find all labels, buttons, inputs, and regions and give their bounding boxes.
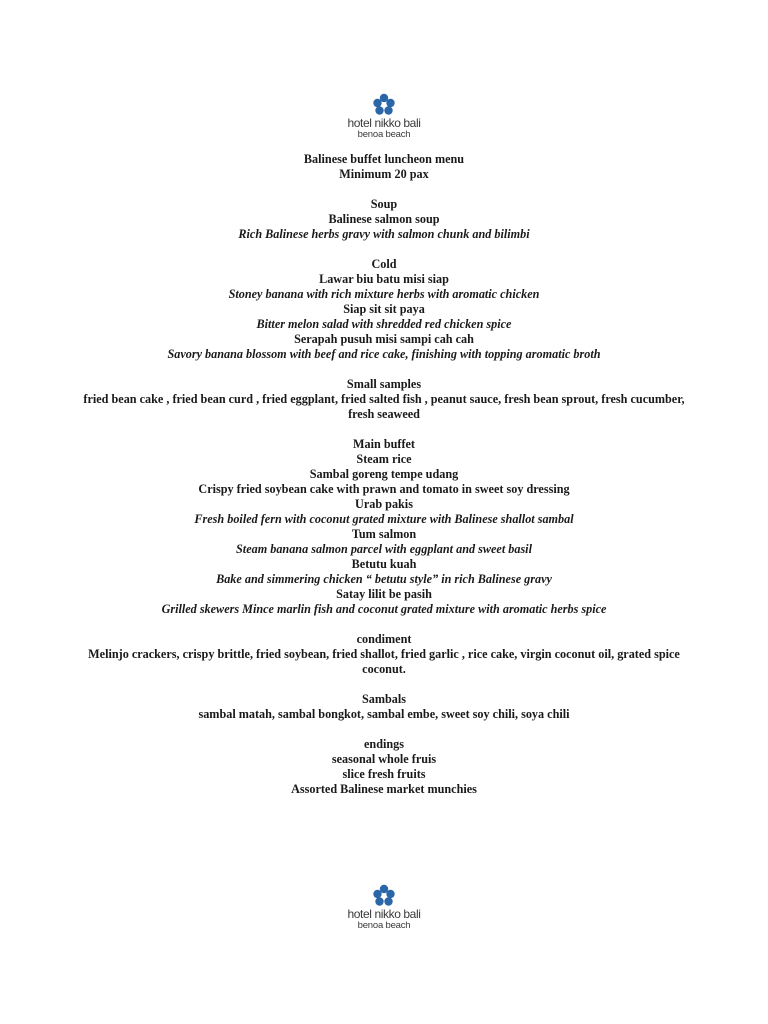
soup-heading: Soup xyxy=(370,197,398,211)
endings-item: slice fresh fruits xyxy=(342,767,426,781)
dish-description: Grilled skewers Mince marlin fish and coconut grated mixture with aromatic herbs spice xyxy=(161,602,607,616)
dish-description: Fresh boiled fern with coconut grated mixture with Balinese shallot sambal xyxy=(194,512,574,526)
menu-title: Balinese buffet luncheon menu xyxy=(303,152,465,166)
logo-name: hotel nikko bali xyxy=(347,907,421,921)
main-buffet-heading: Main buffet xyxy=(353,437,415,451)
hotel-logo-bottom xyxy=(0,884,768,931)
endings-heading: endings xyxy=(364,737,404,751)
logo-subtitle: benoa beach xyxy=(357,129,411,140)
sambals-list: sambal matah, sambal bongkot, sambal embe, sweet soy chili, soya chili xyxy=(198,707,570,721)
endings-item: Assorted Balinese market munchies xyxy=(291,782,477,796)
menu-body xyxy=(80,152,688,797)
dish-name: Serapah pusuh misi sampi cah cah xyxy=(294,332,474,346)
dish-name: Satay lilit be pasih xyxy=(336,587,432,601)
dish-description: Bitter melon salad with shredded red chicken spice xyxy=(256,317,512,331)
small-samples-list: fried bean cake , fried bean curd , fried eggplant, fried salted fish , peanut sauce, fresh bean sprout, fresh cucumber, fresh seaweed xyxy=(83,392,685,421)
main-buffet-intro: Steam rice xyxy=(356,452,412,466)
flower-logo-icon xyxy=(371,884,397,908)
dish-name: Sambal goreng tempe udang xyxy=(309,467,459,481)
cold-heading: Cold xyxy=(371,257,397,271)
logo-name: hotel nikko bali xyxy=(347,116,421,130)
condiment-heading: condiment xyxy=(356,632,412,646)
flower-logo-icon xyxy=(371,93,397,117)
dish-description: Stoney banana with rich mixture herbs with aromatic chicken xyxy=(228,287,540,301)
dish-name: Balinese salmon soup xyxy=(328,212,440,226)
sambals-heading: Sambals xyxy=(361,692,407,706)
dish-name: Siap sit sit paya xyxy=(343,302,425,316)
logo-subtitle: benoa beach xyxy=(357,920,411,931)
hotel-logo-top xyxy=(0,93,768,140)
dish-description: Bake and simmering chicken “ betutu style” in rich Balinese gravy xyxy=(216,572,552,586)
dish-name: Betutu kuah xyxy=(351,557,417,571)
endings-item: seasonal whole fruis xyxy=(331,752,437,766)
dish-description: Savory banana blossom with beef and rice cake, finishing with topping aromatic broth xyxy=(167,347,601,361)
dish-description: Steam banana salmon parcel with eggplant and sweet basil xyxy=(236,542,532,556)
condiment-list: Melinjo crackers, crispy brittle, fried soybean, fried shallot, fried garlic , rice cake, virgin coconut oil, grated spice coconut. xyxy=(88,647,680,676)
dish-description: Crispy fried soybean cake with prawn and tomato in sweet soy dressing xyxy=(198,482,570,496)
dish-name: Lawar biu batu misi siap xyxy=(319,272,449,286)
minimum-pax: Minimum 20 pax xyxy=(339,167,429,181)
small-samples-heading: Small samples xyxy=(346,377,422,391)
dish-name: Urab pakis xyxy=(355,497,413,511)
dish-description: Rich Balinese herbs gravy with salmon chunk and bilimbi xyxy=(238,227,530,241)
dish-name: Tum salmon xyxy=(351,527,417,541)
